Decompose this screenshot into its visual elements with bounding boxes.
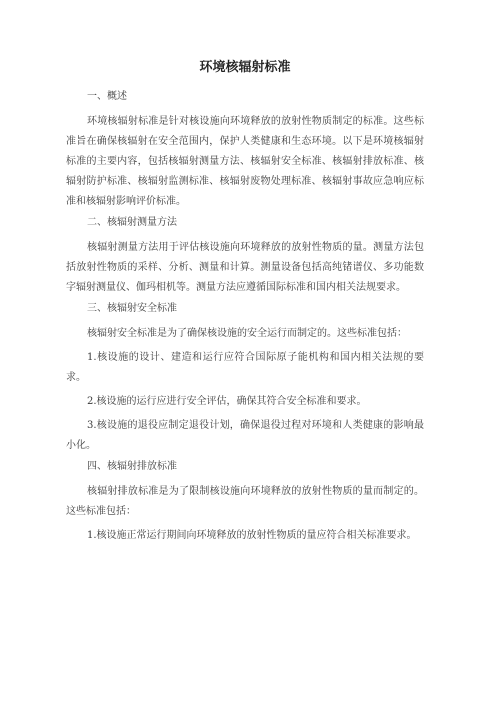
section-heading: 四、核辐射排放标准 (87, 461, 177, 472)
paragraph: 核辐射排放标准是为了限制核设施向环境释放的放射性物质的量而制定的。这些标准包括： (66, 486, 424, 517)
section-heading: 一、概述 (87, 91, 127, 102)
document-title: 环境核辐射标准 (199, 60, 291, 75)
section-emission-standards (66, 460, 424, 546)
section-heading: 三、核辐射安全标准 (87, 303, 177, 314)
paragraph: 核辐射安全标准是为了确保核设施的安全运行而制定的。这些标准包括： (87, 328, 407, 339)
list-item: 3.核设施的退役应制定退役计划，确保退役过程对环境和人类健康的影响最小化。 (66, 420, 424, 451)
document-page (66, 58, 424, 550)
section-overview (66, 90, 424, 212)
section-measurement-methods (66, 216, 424, 298)
section-safety-standards (66, 302, 424, 456)
list-item: 2.核设施的运行应进行安全评估，确保其符合安全标准和要求。 (87, 396, 367, 407)
section-heading: 二、核辐射测量方法 (87, 217, 177, 228)
paragraph: 环境核辐射标准是针对核设施向环境释放的放射性物质制定的标准。这些标准旨在确保核辐射在安全范围内，保护人类健康和生态环境。以下是环境核辐射标准的主要内容，包括核辐射测量方法、核辐射安全标准、核辐射排放标准、核辐射防护标准、核辐射监测标准、核辐射废物处理标准、核辐射事故应急响应标准和核辐射影响评价标准。 (66, 116, 424, 207)
paragraph: 核辐射测量方法用于评估核设施向环境释放的放射性物质的量。测量方法包括放射性物质的采样、分析、测量和计算。测量设备包括高纯锗谱仪、多功能数字辐射测量仪、伽玛相机等。测量方法应遵循国际标准和国内相关法规要求。 (66, 242, 424, 293)
list-item: 1.核设施正常运行期间向环境释放的放射性物质的量应符合相关标准要求。 (87, 530, 417, 541)
list-item: 1.核设施的设计、建造和运行应符合国际原子能机构和国内相关法规的要求。 (66, 352, 424, 383)
